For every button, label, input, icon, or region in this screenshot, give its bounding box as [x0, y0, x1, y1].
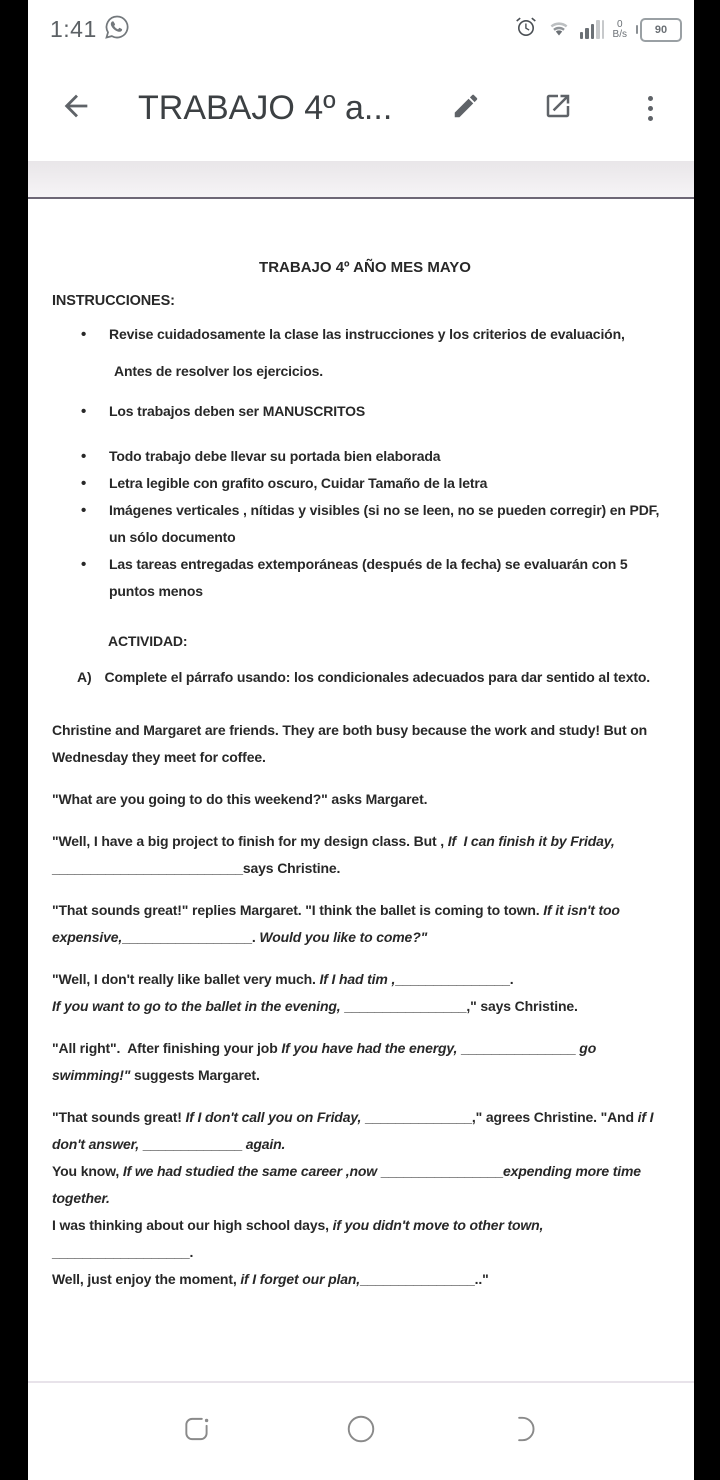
open-in-new-icon [543, 91, 573, 126]
network-speed-value: 0 [616, 18, 623, 30]
paragraph: "What are you going to do this weekend?" asks Margaret. [52, 791, 428, 807]
bullet-item: • Letra legible con grafito oscuro, Cuidar Tamaño de la letra [81, 470, 678, 497]
home-icon [345, 1413, 377, 1450]
battery-percent: 90 [640, 18, 682, 42]
overflow-menu-button[interactable] [634, 92, 666, 124]
paragraph: "That sounds great!" replies Margaret. "I think the ballet is coming to town. If it isn't too expensive,_________________. Would you like to come?" [52, 902, 620, 945]
bullet-item: • Revise cuidadosamente la clase las instrucciones y los criterios de evaluación, Antes de resolver los ejercicios. [81, 321, 678, 385]
open-in-new-button[interactable] [542, 92, 574, 124]
bullet-item: • Las tareas entregadas extemporáneas (después de la fecha) se evaluarán con 5 puntos menos [81, 551, 678, 605]
back-arrow-icon [59, 89, 93, 128]
status-bar [28, 0, 694, 55]
phone-screen [28, 0, 694, 1480]
paragraph: "Well, I don't really like ballet very much. If I had tim ,_______________. If you want to go to the ballet in the evening, ________________," says Christine. [52, 971, 578, 1014]
network-speed-indicator [613, 20, 627, 40]
back-nav-button[interactable] [508, 1415, 542, 1449]
document-page[interactable] [28, 199, 694, 1381]
paragraph: "That sounds great! If I don't call you on Friday, ______________," agrees Christine. "And if I don't answer, _____________ again. You know, If we had studied the same career ,now ________________expending more time together. I was thinking about our high school days, if you didn't move to other town, __________________. Well, just enjoy the moment, if I forget our plan,_______________.." [52, 1109, 654, 1287]
back-button[interactable] [58, 90, 94, 126]
signal-icon [580, 20, 604, 39]
overflow-menu-icon [648, 96, 653, 121]
navigation-bar [28, 1381, 694, 1480]
battery-nub [636, 25, 638, 34]
activity-heading: ACTIVIDAD: [108, 633, 188, 649]
pencil-icon [451, 91, 481, 126]
document-title-header: TRABAJO 4º a... [138, 88, 393, 127]
activity-item-text: Complete el párrafo usando: los condicionales adecuados para dar sentido al texto. [104, 669, 650, 685]
bullet-item: • Todo trabajo debe llevar su portada bien elaborada [81, 443, 678, 470]
wifi-icon [547, 15, 571, 44]
alarm-icon [514, 15, 538, 44]
recents-button[interactable] [180, 1415, 214, 1449]
activity-item-label: A) [77, 669, 92, 685]
network-speed-unit: B/s [612, 28, 627, 40]
document-title: TRABAJO 4º AÑO MES MAYO [259, 259, 471, 276]
instructions-heading: INSTRUCCIONES: [52, 293, 175, 309]
page-top-divider [28, 161, 694, 199]
paragraph: "Well, I have a big project to finish for my design class. But , If I can finish it by Friday, _________________________says Christine. [52, 833, 615, 876]
whatsapp-notification-icon [103, 13, 131, 46]
instructions-list [81, 321, 678, 605]
home-button[interactable] [344, 1415, 378, 1449]
exercise-paragraphs [52, 717, 678, 1293]
clock-time: 1:41 [50, 16, 97, 42]
bullet-item: • Imágenes verticales , nítidas y visibles (si no se leen, no se pueden corregir) en PDF, un sólo documento [81, 497, 678, 551]
paragraph: Christine and Margaret are friends. They are both busy because the work and study! But on Wednesday they meet for coffee. [52, 722, 647, 765]
paragraph: "All right". After finishing your job If you have had the energy, _______________ go swimming!" suggests Margaret. [52, 1040, 597, 1083]
app-header [28, 55, 694, 161]
recents-icon [181, 1413, 213, 1450]
bullet-item: • Los trabajos deben ser MANUSCRITOS [81, 398, 678, 425]
edit-button[interactable] [450, 92, 482, 124]
back-icon [509, 1413, 541, 1450]
battery-icon [636, 18, 682, 42]
activity-item [77, 669, 678, 685]
